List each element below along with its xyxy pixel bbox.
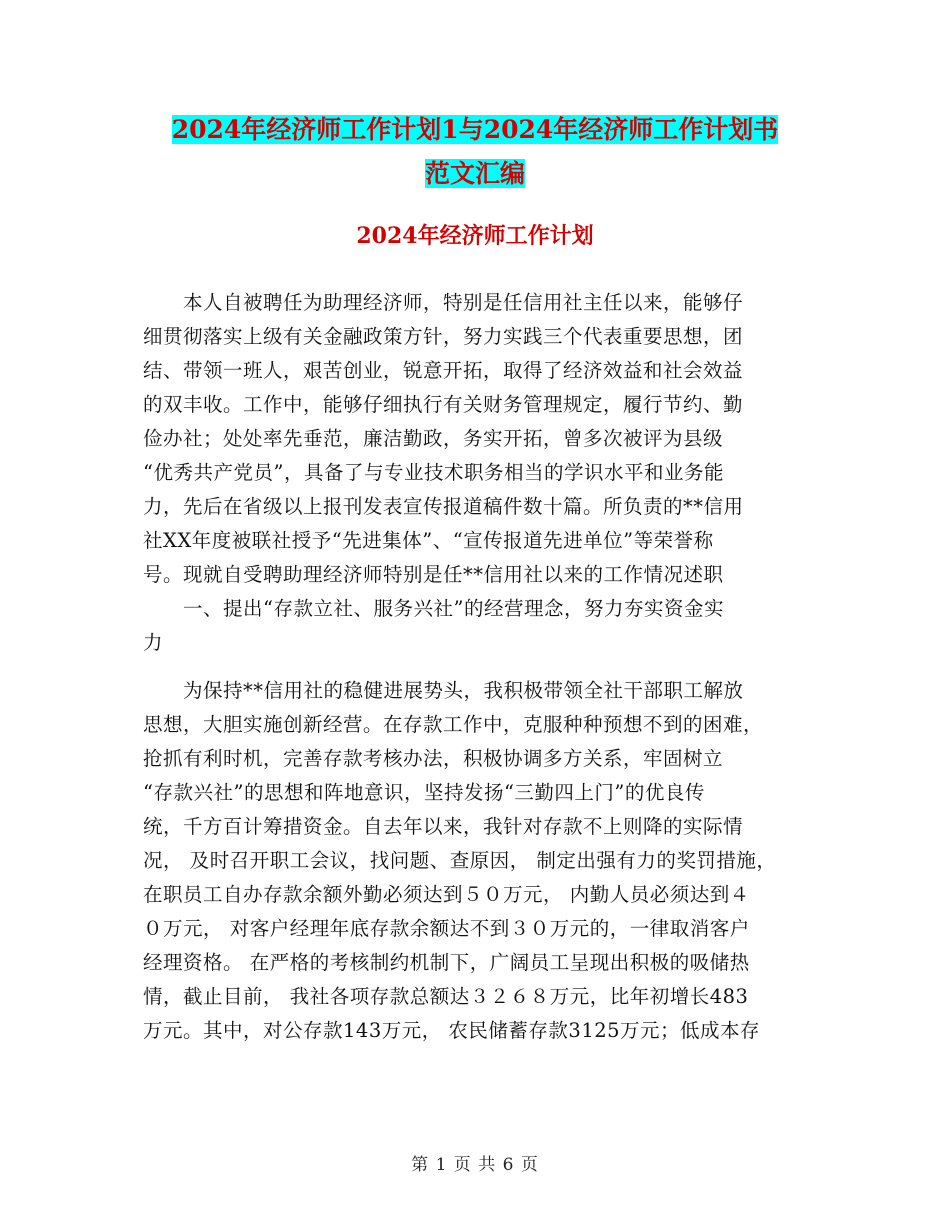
body-line: 细贯彻落实上级有关金融政策方针，努力实践三个代表重要思想，团 (143, 325, 744, 348)
body-line: 俭办社；处处率先垂范，廉洁勤政，务实开拓，曾多次被评为县级 (143, 427, 724, 450)
body-line: 号。现就自受聘助理经济师特别是任**信用社以来的工作情况述职 (143, 563, 724, 586)
body-line: 统，千方百计筹措资金。自去年以来，我针对存款不上则降的实际情 (143, 815, 744, 838)
body-line: 在职员工自办存款余额外勤必须达到５０万元， 内勤人员必须达到４ (143, 883, 750, 906)
body-line: 思想，大胆实施创新经营。在存款工作中，克服种种预想不到的困难， (143, 713, 764, 736)
body-line: 经理资格。 在严格的考核制约机制下，广阔员工呈现出积极的吸储热 (143, 951, 750, 974)
body-line: 情，截止目前， 我社各项存款总额达３２６８万元，比年初增长483 (143, 985, 749, 1008)
section-title: 2024年经济师工作计划 (356, 223, 594, 249)
body-line: 一、提出“存款立社、服务兴社”的经营理念，努力夯实资金实 (143, 597, 724, 620)
document-title-line-2: 范文汇编 (424, 159, 525, 188)
body-line: 为保持**信用社的稳健进展势头，我积极带领全社干部职工解放 (143, 679, 744, 702)
body-line: “优秀共产党员”，具备了与专业技术职务相当的学识水平和业务能 (143, 461, 724, 484)
body-line: 结、带领一班人，艰苦创业，锐意开拓，取得了经济效益和社会效益 (143, 359, 744, 382)
body-line: 本人自被聘任为助理经济师，特别是任信用社主任以来，能够仔 (143, 291, 744, 314)
page-footer: 第 1 页 共 6 页 (411, 1155, 539, 1175)
body-line: “存款兴社”的思想和阵地意识，坚持发扬“三勤四上门”的优良传 (143, 781, 705, 804)
body-line: 万元。其中，对公存款143万元， 农民储蓄存款3125万元；低成本存 (143, 1019, 761, 1042)
document-title (0, 108, 950, 196)
document-body (143, 286, 823, 1048)
document-title-line-1: 2024年经济师工作计划1与2024年经济师工作计划书 (171, 115, 779, 144)
body-line: 的双丰收。工作中，能够仔细执行有关财务管理规定，履行节约、勤 (143, 393, 744, 416)
body-line: ０万元， 对客户经理年底存款余额达不到３０万元的，一律取消客户 (143, 917, 750, 940)
body-line: 抢抓有利时机，完善存款考核办法，积极协调多方关系，牢固树立 (143, 747, 724, 770)
body-line: 力 (143, 631, 164, 654)
paragraph-gap (143, 660, 823, 674)
body-line: 社XX年度被联社授予“先进集体”、“宣传报道先进单位”等荣誉称 (143, 529, 714, 552)
body-line: 况， 及时召开职工会议，找问题、查原因， 制定出强有力的奖罚措施， (143, 849, 777, 872)
body-line: 力，先后在省级以上报刊发表宣传报道稿件数十篇。所负责的**信用 (143, 495, 744, 518)
